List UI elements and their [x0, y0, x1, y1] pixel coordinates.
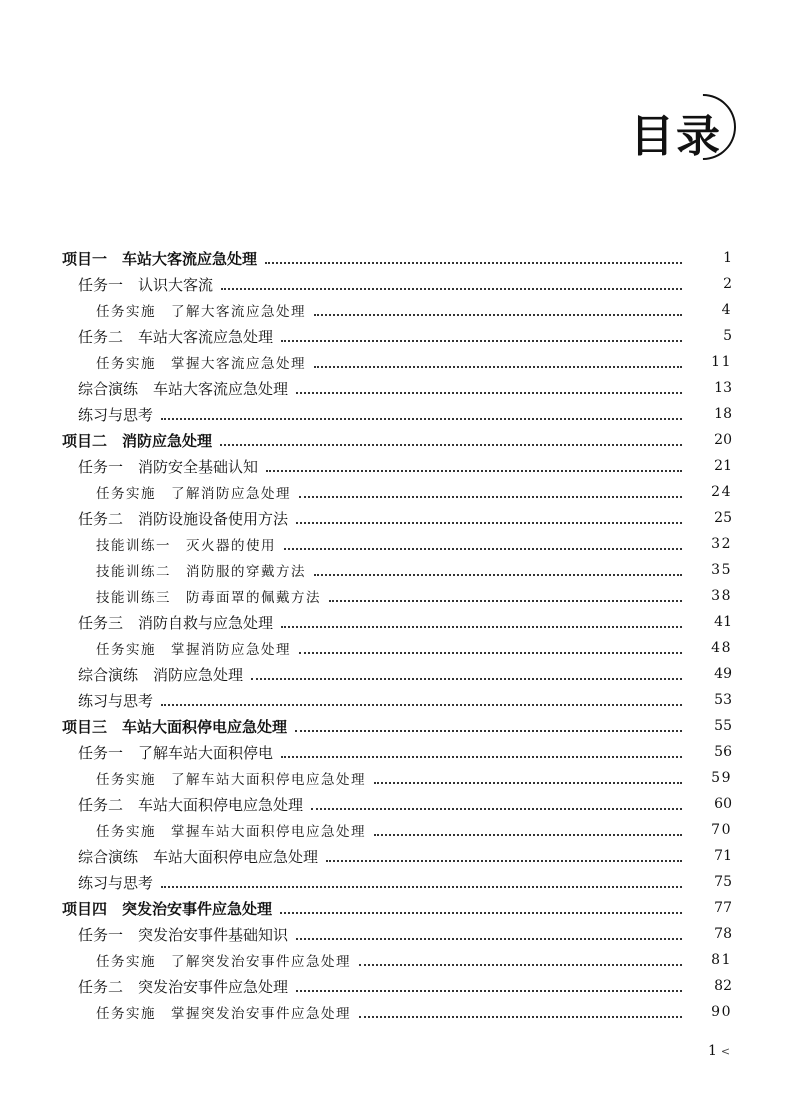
toc-entry-label: 任务实施 掌握车站大面积停电应急处理	[96, 824, 366, 840]
dot-leader	[281, 755, 682, 758]
toc-entry-label: 任务实施 掌握大客流应急处理	[96, 356, 306, 372]
toc-entry[interactable]	[0, 245, 790, 271]
toc-entry-page: 77	[714, 900, 732, 916]
toc-entry-page: 11	[711, 354, 732, 370]
toc-title-block	[630, 90, 740, 170]
toc-entry-page: 81	[711, 952, 732, 968]
toc-entry-page: 78	[714, 926, 732, 942]
toc-entry-label: 综合演练 车站大客流应急处理	[78, 379, 289, 398]
toc-entry-page: 20	[714, 432, 732, 448]
toc-entry[interactable]	[0, 921, 790, 947]
toc-entry-label: 项目三 车站大面积停电应急处理	[62, 717, 288, 736]
toc-entry[interactable]	[0, 375, 790, 401]
toc-entry[interactable]	[0, 557, 790, 583]
dot-leader	[220, 443, 682, 446]
toc-entry-label: 任务实施 掌握突发治安事件应急处理	[96, 1006, 351, 1022]
toc-entry-page: 41	[714, 614, 732, 630]
toc-entry-page: 56	[714, 744, 732, 760]
dot-leader	[296, 989, 682, 992]
toc-entry-label: 任务二 车站大客流应急处理	[78, 327, 274, 346]
toc-entry[interactable]	[0, 791, 790, 817]
dot-leader	[299, 495, 682, 498]
toc-entry[interactable]	[0, 453, 790, 479]
toc-entry-label: 任务实施 了解消防应急处理	[96, 486, 291, 502]
toc-entry-page: 5	[723, 328, 732, 344]
toc-entry[interactable]	[0, 687, 790, 713]
toc-entry-page: 90	[711, 1004, 732, 1020]
dot-leader	[161, 885, 682, 888]
toc-entry-page: 38	[711, 588, 732, 604]
toc-entry-page: 35	[711, 562, 732, 578]
toc-entry-page: 53	[714, 692, 732, 708]
toc-entry-label: 项目二 消防应急处理	[62, 431, 213, 450]
toc-entry-page: 25	[714, 510, 732, 526]
dot-leader	[266, 469, 682, 472]
dot-leader	[311, 807, 682, 810]
toc-entry-label: 任务二 突发治安事件应急处理	[78, 977, 289, 996]
toc-entry-label: 任务二 消防设施设备使用方法	[78, 509, 289, 528]
dot-leader	[329, 599, 682, 602]
dot-leader	[296, 937, 682, 940]
toc-entry-page: 48	[711, 640, 732, 656]
toc-entry[interactable]	[0, 271, 790, 297]
dot-leader	[281, 339, 682, 342]
toc-entry[interactable]	[0, 869, 790, 895]
toc-entry[interactable]	[0, 713, 790, 739]
dot-leader	[265, 261, 682, 264]
toc-entry-label: 综合演练 车站大面积停电应急处理	[78, 847, 319, 866]
dot-leader	[280, 911, 682, 914]
dot-leader	[161, 703, 682, 706]
toc-entry[interactable]	[0, 323, 790, 349]
toc-entry-page: 71	[714, 848, 732, 864]
toc-entry-label: 任务实施 了解大客流应急处理	[96, 304, 306, 320]
toc-entry-label: 任务一 了解车站大面积停电	[78, 743, 274, 762]
toc-entry-page: 1	[723, 250, 732, 266]
toc-entry-page: 24	[711, 484, 732, 500]
toc-entry-label: 任务二 车站大面积停电应急处理	[78, 795, 304, 814]
toc-entry-page: 49	[714, 666, 732, 682]
dot-leader	[326, 859, 682, 862]
dot-leader	[314, 573, 682, 576]
toc-entry-label: 综合演练 消防应急处理	[78, 665, 244, 684]
dot-leader	[359, 963, 682, 966]
toc-entry[interactable]	[0, 297, 790, 323]
toc-entry-label: 任务三 消防自救与应急处理	[78, 613, 274, 632]
toc-entry-label: 技能训练一 灭火器的使用	[96, 538, 276, 554]
toc-entry-page: 55	[714, 718, 732, 734]
toc-entry[interactable]	[0, 765, 790, 791]
page-footer	[708, 1043, 730, 1059]
toc-entry[interactable]	[0, 843, 790, 869]
toc-entry-page: 59	[711, 770, 732, 786]
toc-entry-page: 13	[714, 380, 732, 396]
toc-entry[interactable]	[0, 583, 790, 609]
toc-entry[interactable]	[0, 505, 790, 531]
toc-entry-label: 练习与思考	[78, 405, 154, 424]
toc-entry[interactable]	[0, 973, 790, 999]
dot-leader	[295, 729, 682, 732]
toc-entry-label: 任务一 突发治安事件基础知识	[78, 925, 289, 944]
toc-entry-page: 70	[711, 822, 732, 838]
toc-entry-page: 21	[714, 458, 732, 474]
toc-entry-label: 任务实施 了解车站大面积停电应急处理	[96, 772, 366, 788]
page-corner-mark: <	[720, 1045, 731, 1058]
dot-leader	[374, 781, 682, 784]
table-of-contents	[0, 245, 790, 1025]
page-title: 目录	[630, 111, 722, 162]
toc-entry[interactable]	[0, 817, 790, 843]
dot-leader	[251, 677, 682, 680]
toc-entry[interactable]	[0, 947, 790, 973]
toc-entry-label: 任务一 认识大客流	[78, 275, 214, 294]
dot-leader	[296, 521, 682, 524]
toc-entry[interactable]	[0, 349, 790, 375]
toc-entry[interactable]	[0, 401, 790, 427]
dot-leader	[314, 313, 682, 316]
toc-entry-page: 4	[721, 302, 732, 318]
toc-entry[interactable]	[0, 531, 790, 557]
toc-entry-label: 练习与思考	[78, 691, 154, 710]
toc-entry[interactable]	[0, 661, 790, 687]
toc-entry[interactable]	[0, 895, 790, 921]
toc-entry-page: 32	[711, 536, 732, 552]
toc-entry-label: 技能训练三 防毒面罩的佩戴方法	[96, 590, 321, 606]
toc-entry-label: 任务实施 了解突发治安事件应急处理	[96, 954, 351, 970]
toc-entry-label: 任务一 消防安全基础认知	[78, 457, 259, 476]
dot-leader	[359, 1015, 682, 1018]
toc-entry[interactable]	[0, 635, 790, 661]
dot-leader	[161, 417, 682, 420]
toc-entry[interactable]	[0, 739, 790, 765]
toc-entry-page: 2	[723, 276, 732, 292]
toc-entry[interactable]	[0, 609, 790, 635]
toc-entry-page: 82	[714, 978, 732, 994]
toc-entry-label: 项目四 突发治安事件应急处理	[62, 899, 273, 918]
toc-entry-page: 60	[714, 796, 732, 812]
toc-entry[interactable]	[0, 479, 790, 505]
dot-leader	[221, 287, 682, 290]
toc-entry-label: 任务实施 掌握消防应急处理	[96, 642, 291, 658]
dot-leader	[314, 365, 682, 368]
toc-entry-label: 练习与思考	[78, 873, 154, 892]
toc-entry[interactable]	[0, 427, 790, 453]
toc-entry-label: 项目一 车站大客流应急处理	[62, 249, 258, 268]
dot-leader	[284, 547, 682, 550]
dot-leader	[374, 833, 682, 836]
toc-entry-page: 75	[714, 874, 732, 890]
dot-leader	[296, 391, 682, 394]
dot-leader	[299, 651, 682, 654]
toc-entry-label: 技能训练二 消防服的穿戴方法	[96, 564, 306, 580]
page-number: 1	[708, 1043, 717, 1059]
toc-entry-page: 18	[714, 406, 732, 422]
toc-entry[interactable]	[0, 999, 790, 1025]
dot-leader	[281, 625, 682, 628]
